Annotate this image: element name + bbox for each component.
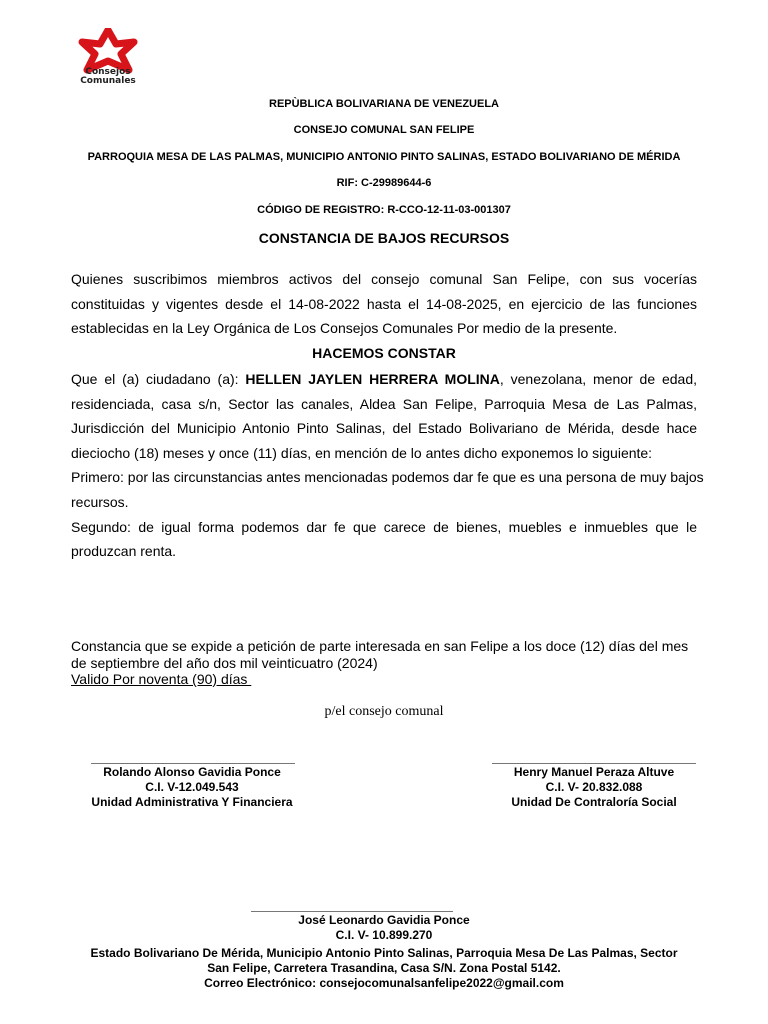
segundo-line: produzcan renta. — [71, 543, 177, 560]
footer-line: Estado Bolivariano De Mérida, Municipio Antonio Pinto Salinas, Parroquia Mesa De Las Palmas, Sector — [90, 946, 678, 960]
signatory-name: Rolando Alonso Gavidia Ponce — [103, 765, 281, 779]
intro-line: constituidas y vigentes desde el 14-08-2022 hasta el 14-08-2025, en ejercicio de las funciones — [71, 295, 697, 312]
body-text: Que el (a) ciudadano (a): — [71, 371, 246, 387]
signature-line-left — [91, 763, 295, 764]
signatory-right — [474, 765, 714, 810]
signatory-role: Unidad Administrativa Y Financiera — [91, 795, 293, 809]
document-title: CONSTANCIA DE BAJOS RECURSOS — [258, 230, 510, 246]
logo-text-consejos: Consejos — [85, 67, 131, 77]
consejos-comunales-logo — [74, 28, 146, 88]
signatory-ci: C.I. V- 20.832.088 — [545, 780, 643, 794]
intro-paragraph — [71, 267, 697, 341]
validez-text: Valido Por noventa (90) días — [71, 671, 252, 687]
header-parroquia: PARROQUIA MESA DE LAS PALMAS, MUNICIPIO ANTONIO PINTO SALINAS, ESTADO BOLIVARIANO DE MÉRIDA — [87, 151, 681, 163]
footer-email: Correo Electrónico: consejocomunalsanfelipe2022@gmail.com — [204, 976, 564, 990]
footer-line: San Felipe, Carretera Trasandina, Casa S/N. Zona Postal 5142. — [207, 961, 561, 975]
expedicion-block — [71, 638, 697, 688]
intro-line: establecidas en la Ley Orgánica de Los Consejos Comunales Por medio de la presente. — [71, 320, 618, 337]
signatory-name: José Leonardo Gavidia Ponce — [298, 913, 470, 927]
segundo-line: Segundo: de igual forma podemos dar fe que carece de bienes, muebles e inmuebles que le — [71, 518, 697, 535]
primero-line: recursos. — [71, 493, 129, 510]
signatory-ci: C.I. V-12.049.543 — [145, 780, 239, 794]
expedicion-line: Constancia que se expide a petición de parte interesada en san Felipe a los doce (12) días del mes — [71, 638, 689, 654]
expedicion-line: de septiembre del año dos mil veinticuatro (2024) — [71, 654, 378, 671]
header-consejo: CONSEJO COMUNAL SAN FELIPE — [293, 124, 475, 136]
footer-address — [0, 946, 768, 991]
citizen-name: HELLEN JAYLEN HERRERA MOLINA — [245, 371, 500, 387]
signatory-name: Henry Manuel Peraza Altuve — [513, 765, 675, 779]
body-paragraph — [71, 367, 704, 564]
body-text: , venezolana, menor de edad, — [499, 371, 698, 387]
hacemos-constar-heading: HACEMOS CONSTAR — [312, 345, 456, 361]
signatory-role: Unidad De Contraloría Social — [511, 795, 677, 809]
header-codigo-registro: CÓDIGO DE REGISTRO: R-CCO-12-11-03-001307 — [257, 204, 511, 216]
body-line: dieciocho (18) meses y once (11) días, en mención de lo antes dicho exponemos lo siguiente: — [71, 444, 653, 461]
signature-line-bottom — [251, 911, 453, 912]
signature-line-right — [492, 763, 696, 764]
intro-line: Quienes suscribimos miembros activos del consejo comunal San Felipe, con sus vocerías — [71, 271, 697, 287]
primero-line: Primero: por las circunstancias antes mencionadas podemos dar fe que es una persona de muy bajos — [71, 469, 704, 486]
signatory-ci: C.I. V- 10.899.270 — [335, 928, 433, 942]
header-republica: REPÙBLICA BOLIVARIANA DE VENEZUELA — [269, 98, 499, 110]
body-line: residenciada, casa s/n, Sector las canales, Aldea San Felipe, Parroquia Mesa de Las Palmas, — [71, 395, 697, 412]
logo-text-comunales: Comunales — [80, 76, 136, 86]
por-el-consejo: p/el consejo comunal — [324, 704, 444, 719]
signatory-left — [72, 765, 312, 810]
signatory-bottom — [0, 913, 768, 943]
header-rif: RIF: C-29989644-6 — [336, 177, 432, 189]
body-line: Jurisdicción del Municipio Antonio Pinto Salinas, del Estado Bolivariano de Mérida, desde hace — [71, 420, 697, 437]
body-line-citizen — [71, 367, 697, 392]
